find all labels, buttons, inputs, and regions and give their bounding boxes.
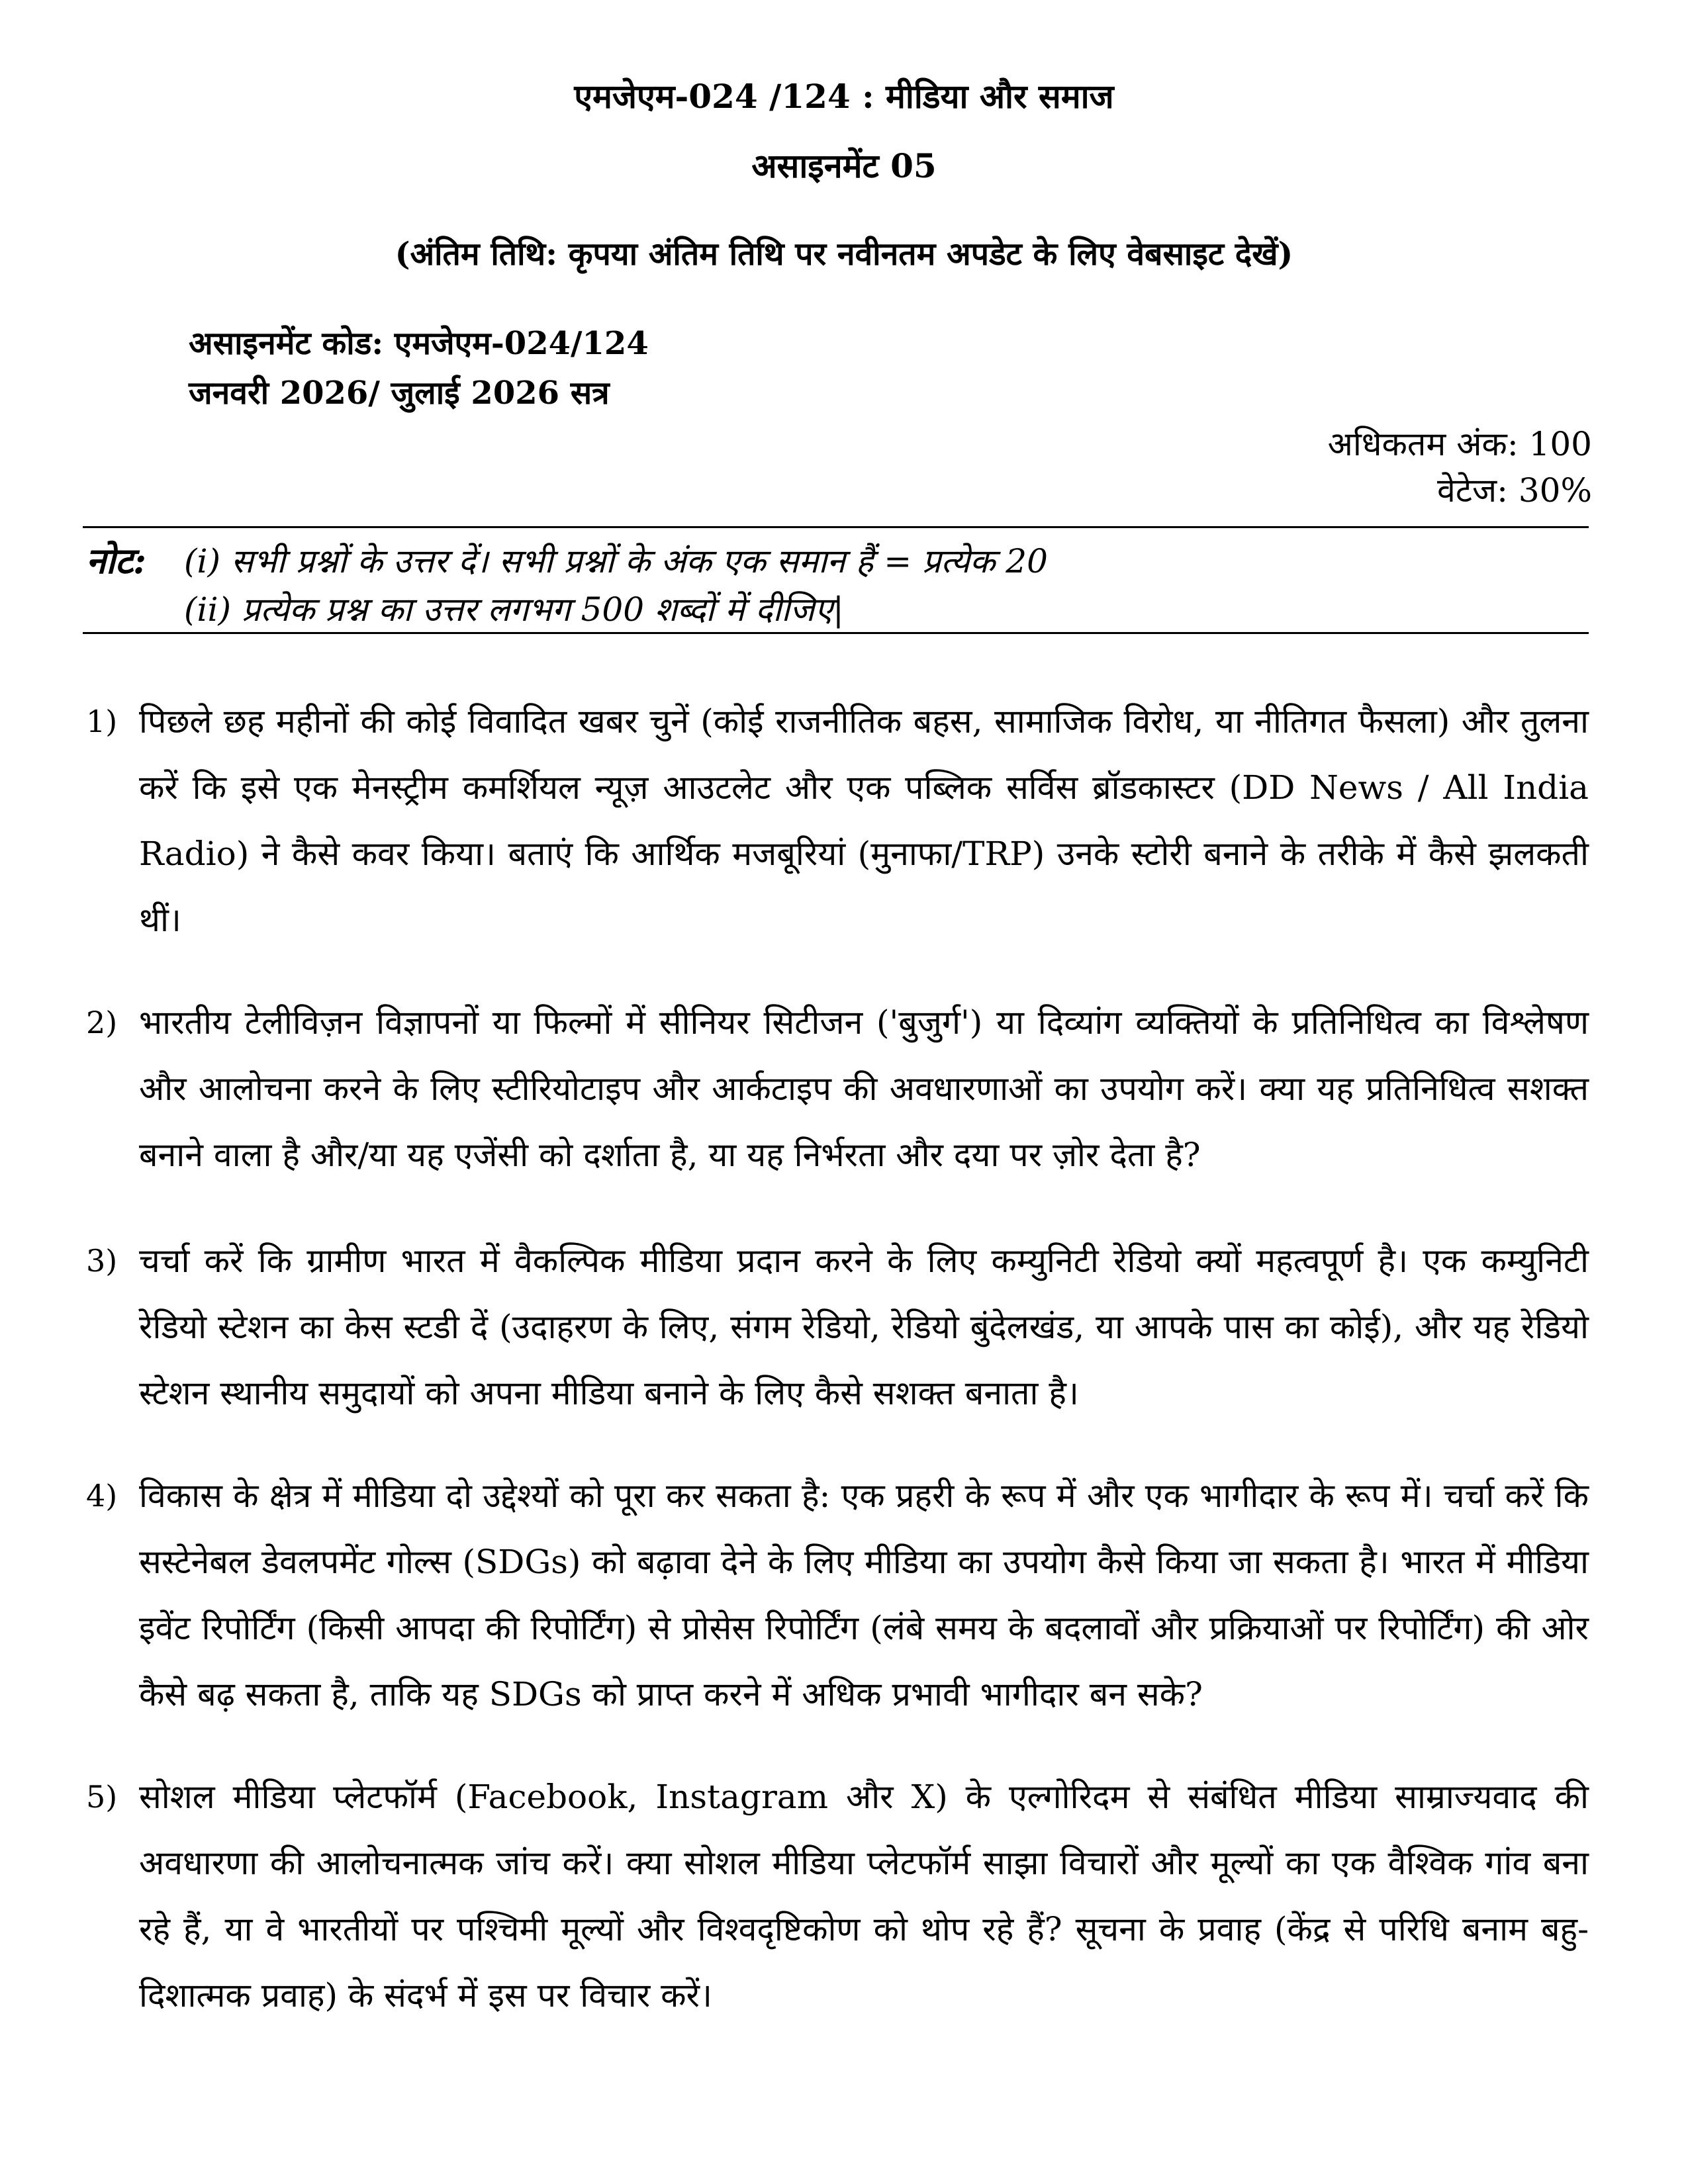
- page-title: एमजेएम-024 /124 : मीडिया और समाज: [574, 77, 1114, 116]
- weightage: वेटेज: 30%: [1437, 471, 1592, 510]
- question-item: [86, 1228, 1589, 1426]
- note-line-2: (ii) प्रत्येक प्रश्न का उत्तर लगभग 500 शब्दों में दीजिए|: [184, 590, 844, 629]
- question-number: 1): [86, 704, 118, 739]
- question-text: विकास के क्षेत्र में मीडिया दो उद्देश्यों को पूरा कर सकता है: एक प्रहरी के रूप में और एक भागीदार के रूप में। चर्चा करें कि सस्टेनेबल डेवलपमेंट गोल्स (SDGs) को बढ़ावा देने के लिए मीडिया का उपयोग कैसे किया जा सकता है। भारत में मीडिया इवेंट रिपोर्टिंग (किसी आपदा की रिपोर्टिंग) से प्रोसेस रिपोर्टिंग (लंबे समय के बदलावों और प्रक्रियाओं पर रिपोर्टिंग) की ओर कैसे बढ़ सकता है, ताकि यह SDGs को प्राप्त करने में अधिक प्रभावी भागीदार बन सके?: [139, 1477, 1589, 1713]
- due-date-note: (अंतिम तिथि: कृपया अंतिम तिथि पर नवीनतम अपडेट के लिए वेबसाइट देखें): [395, 236, 1293, 273]
- assignment-code: असाइनमेंट कोड: एमजेएम-024/124: [189, 325, 649, 362]
- question-text: सोशल मीडिया प्लेटफॉर्म (Facebook, Instagram और X) के एल्गोरिदम से संबंधित मीडिया साम्राज्यवाद की अवधारणा की आलोचनात्मक जांच करें। क्या सोशल मीडिया प्लेटफॉर्म साझा विचारों और मूल्यों का एक वैश्विक गांव बना रहे हैं, या वे भारतीयों पर पश्चिमी मूल्यों और विश्वदृष्टिकोण को थोप रहे हैं? सूचना के प्रवाह (केंद्र से परिधि बनाम बहु-दिशात्मक प्रवाह) के संदर्भ में इस पर विचार करें।: [139, 1778, 1589, 2015]
- divider-top: [83, 526, 1589, 528]
- question-item: [86, 1463, 1589, 1727]
- note-label: नोट:: [86, 539, 147, 582]
- question-number: 5): [86, 1779, 118, 1815]
- question-number: 4): [86, 1478, 118, 1514]
- question-item: [86, 1764, 1589, 2028]
- question-item: [86, 688, 1589, 953]
- question-text: चर्चा करें कि ग्रामीण भारत में वैकल्पिक मीडिया प्रदान करने के लिए कम्युनिटी रेडियो क्यों महत्वपूर्ण है। एक कम्युनिटी रेडियो स्टेशन का केस स्टडी दें (उदाहरण के लिए, संगम रेडियो, रेडियो बुंदेलखंड, या आपके पास का कोई), और यह रेडियो स्टेशन स्थानीय समुदायों को अपना मीडिया बनाने के लिए कैसे सशक्त बनाता है।: [139, 1242, 1589, 1412]
- session: जनवरी 2026/ जुलाई 2026 सत्र: [189, 375, 610, 412]
- assignment-number: असाइनमेंट 05: [751, 146, 937, 185]
- question-number: 2): [86, 1005, 118, 1040]
- question-text: पिछले छह महीनों की कोई विवादित खबर चुनें (कोई राजनीतिक बहस, सामाजिक विरोध, या नीतिगत फैसला) और तुलना करें कि इसे एक मेनस्ट्रीम कमर्शियल न्यूज़ आउटलेट और एक पब्लिक सर्विस ब्रॉडकास्टर (DD News / All India Radio) ने कैसे कवर किया। बताएं कि आर्थिक मजबूरियां (मुनाफा/TRP) उनके स्टोरी बनाने के तरीके में कैसे झलकती थीं।: [139, 702, 1589, 939]
- question-text: भारतीय टेलीविज़न विज्ञापनों या फिल्मों में सीनियर सिटीजन ('बुजुर्ग') या दिव्यांग व्यक्तियों के प्रतिनिधित्व का विश्लेषण और आलोचना करने के लिए स्टीरियोटाइप और आर्कटाइप की अवधारणाओं का उपयोग करें। क्या यह प्रतिनिधित्व सशक्त बनाने वाला है और/या यह एजेंसी को दर्शाता है, या यह निर्भरता और दया पर ज़ोर देता है?: [139, 1003, 1589, 1174]
- max-marks: अधिकतम अंक: 100: [1327, 425, 1592, 463]
- question-item: [86, 989, 1589, 1188]
- note-line-1: (i) सभी प्रश्नों के उत्तर दें। सभी प्रश्नों के अंक एक समान हैं = प्रत्येक 20: [184, 542, 1048, 580]
- divider-bottom: [83, 632, 1589, 634]
- question-number: 3): [86, 1243, 118, 1279]
